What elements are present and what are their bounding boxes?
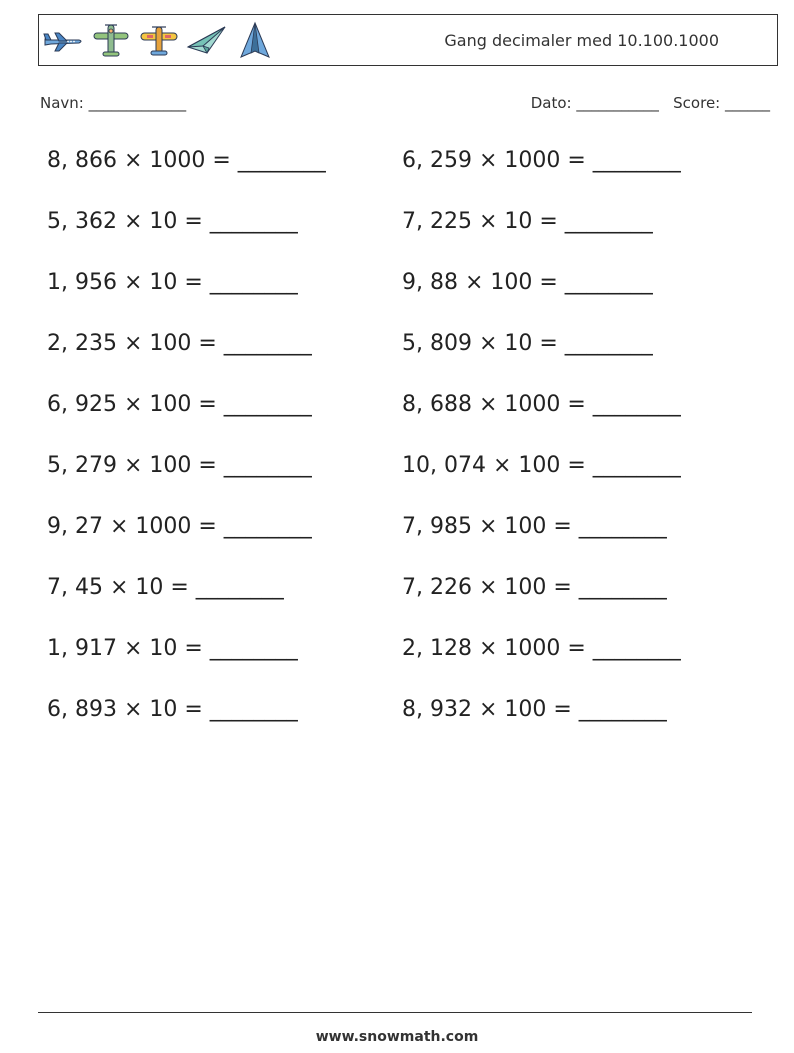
problem-right: 7, 225 × 10 = ________	[402, 209, 653, 234]
problem-row	[47, 697, 767, 737]
problem-right: 2, 128 × 1000 = ________	[402, 636, 681, 661]
icon-row	[41, 19, 277, 63]
problem-row	[47, 392, 767, 432]
problem-right: 8, 688 × 1000 = ________	[402, 392, 681, 417]
problem-row	[47, 514, 767, 554]
problem-left: 8, 866 × 1000 = ________	[47, 148, 326, 173]
problem-right: 10, 074 × 100 = ________	[402, 453, 681, 478]
problem-row	[47, 331, 767, 371]
problem-row	[47, 453, 767, 493]
footer-divider	[38, 1012, 752, 1013]
name-field: Navn: _____________	[40, 94, 187, 112]
score-field: Score: ______	[673, 94, 770, 112]
worksheet-title: Gang decimaler med 10.100.1000	[444, 31, 719, 50]
problem-left: 5, 279 × 100 = ________	[47, 453, 312, 478]
problem-row	[47, 148, 767, 188]
problem-left: 6, 925 × 100 = ________	[47, 392, 312, 417]
problem-row	[47, 270, 767, 310]
problem-row	[47, 636, 767, 676]
problem-right: 8, 932 × 100 = ________	[402, 697, 667, 722]
problem-row	[47, 575, 767, 615]
jet-icon	[233, 19, 277, 63]
problem-left: 1, 956 × 10 = ________	[47, 270, 298, 295]
problem-left: 5, 362 × 10 = ________	[47, 209, 298, 234]
problem-left: 7, 45 × 10 = ________	[47, 575, 284, 600]
paper-plane-icon	[185, 19, 229, 63]
problem-right: 9, 88 × 100 = ________	[402, 270, 653, 295]
footer-website: www.snowmath.com	[315, 1029, 479, 1045]
date-field: Dato: ___________	[530, 94, 659, 112]
yellow-plane-icon	[137, 19, 181, 63]
propeller-plane-icon	[89, 19, 133, 63]
problem-left: 2, 235 × 100 = ________	[47, 331, 312, 356]
problem-row	[47, 209, 767, 249]
problem-left: 9, 27 × 1000 = ________	[47, 514, 312, 539]
problem-right: 6, 259 × 1000 = ________	[402, 148, 681, 173]
header-box	[38, 14, 778, 66]
problem-left: 1, 917 × 10 = ________	[47, 636, 298, 661]
problem-left: 6, 893 × 10 = ________	[47, 697, 298, 722]
problem-right: 5, 809 × 10 = ________	[402, 331, 653, 356]
problem-right: 7, 226 × 100 = ________	[402, 575, 667, 600]
problem-right: 7, 985 × 100 = ________	[402, 514, 667, 539]
airliner-icon	[41, 19, 85, 63]
date-score-fields	[531, 94, 770, 112]
